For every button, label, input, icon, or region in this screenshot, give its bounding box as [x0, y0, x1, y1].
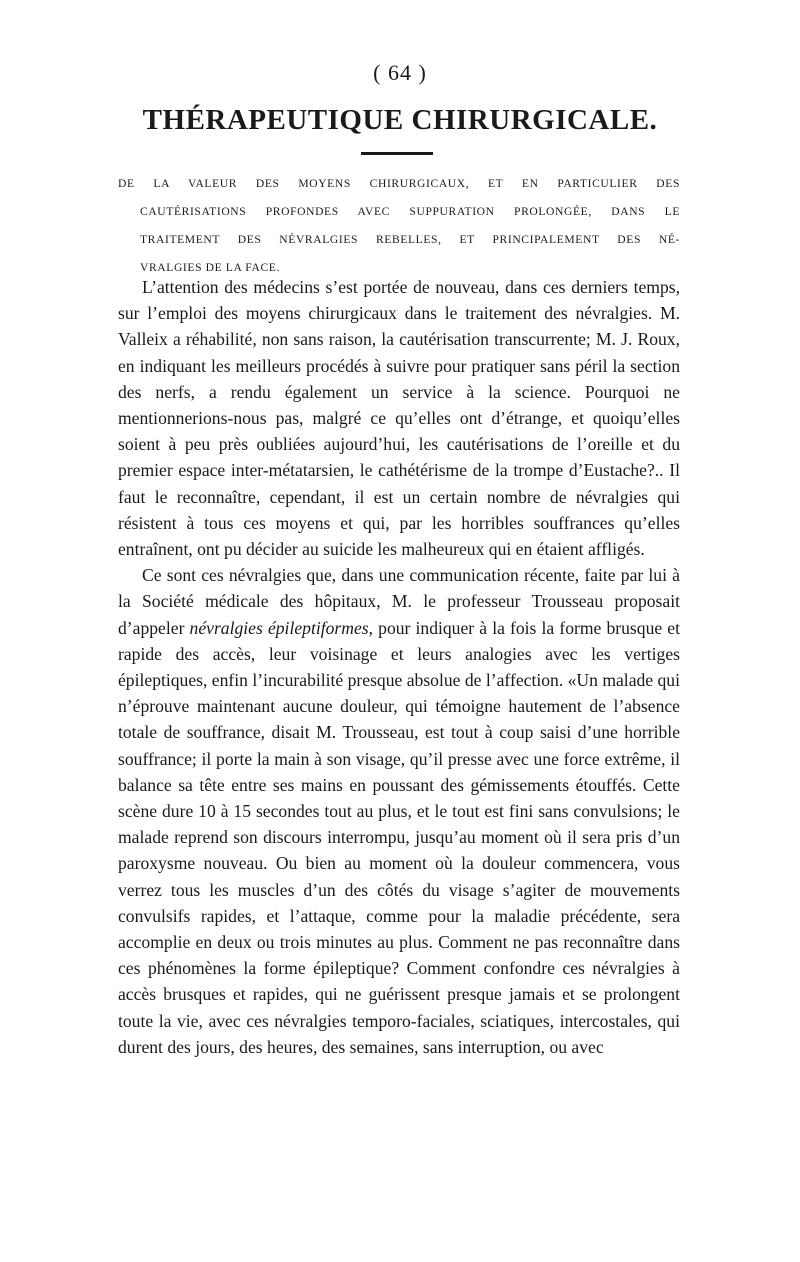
paragraph-2: [118, 562, 680, 1060]
subtitle-line: VRALGIES DE LA FACE.: [140, 261, 280, 274]
subtitle-line: TRAITEMENT DES NÉVRALGIES REBELLES, ET PRINCIPALEMENT DES NÉ-: [140, 233, 680, 246]
body-text: [118, 274, 680, 1060]
subtitle-line: DE LA VALEUR DES MOYENS CHIRURGICAUX, ET EN PARTICULIER DES: [118, 177, 680, 190]
paragraph-1: L’attention des médecins s’est portée de nouveau, dans ces derniers temps, sur l’emploi des moyens chirurgicaux dans le traitement des névralgies. M. Valleix a réhabilité, non sans raison, la cautérisation transcurrente; M. J. Roux, en indiquant les meilleurs procédés à suivre pour pratiquer sans péril la section des nerfs, a rendu également un service à la science. Pourquoi ne mentionnerions-nous pas, malgré ce qu’elles ont d’étrange, et quoiqu’elles soient à peu près oubliées aujourd’hui, les cautérisations de l’oreille et du premier espace inter-métatarsien, le cathétérisme de la trompe d’Eustache?.. Il faut le reconnaître, cependant, il est un certain nombre de névralgies qui résistent à tous ces moyens et qui, par les horribles souffrances qu’elles entraînent, ont pu décider au suicide les malheureux qui en étaient affligés.: [118, 277, 680, 560]
italic-term: névralgies épileptiformes: [189, 617, 369, 638]
paragraph-2-text: Ce sont ces névralgies que, dans une communication récente, faite par lui à la Société médicale des hôpitaux, M. le professeur Trousseau proposait d’appeler: [118, 565, 680, 638]
title-rule-divider: [361, 152, 433, 155]
section-subtitle: [118, 170, 680, 282]
subtitle-line: CAUTÉRISATIONS PROFONDES AVEC SUPPURATION PROLONGÉE, DANS LE: [140, 205, 680, 218]
page-number: ( 64 ): [373, 60, 427, 85]
chapter-title: THÉRAPEUTIQUE CHIRURGICALE.: [142, 104, 658, 136]
paragraph-2-text-continued: , pour indiquer à la fois la forme brusque et rapide des accès, leur voisinage et leurs analogies avec les vertiges épileptiques, enfin l’incurabilité presque absolue de l’affection. «Un malade qui n’éprouve maintenant aucune douleur, qui témoigne hautement de l’absence totale de souffrance, disait M. Trousseau, est tout à coup saisi d’une horrible souffrance; il porte la main à son visage, qu’il presse avec une force extrême, il balance sa tête entre ses mains en poussant des gémissements étouffés. Cette scène dure 10 à 15 secondes tout au plus, et le tout est fini sans convulsions; le malade reprend son discours interrompu, jusqu’au moment où il sera pris d’un paroxysme nouveau. Ou bien au moment où la douleur commencera, vous verrez tous les muscles d’un des côtés du visage s’agiter de mouvements convulsifs rapides, et l’attaque, comme pour la maladie précédente, sera accomplie en deux ou trois minutes au plus. Comment ne pas reconnaître dans ces phénomènes la forme épileptique? Comment confondre ces névralgies à accès brusques et rapides, qui ne guérissent presque jamais et se prolongent toute la vie, avec ces névralgies temporo-faciales, sciatiques, intercostales, qui durent des jours, des heures, des semaines, sans interruption, ou avec: [118, 617, 680, 1057]
